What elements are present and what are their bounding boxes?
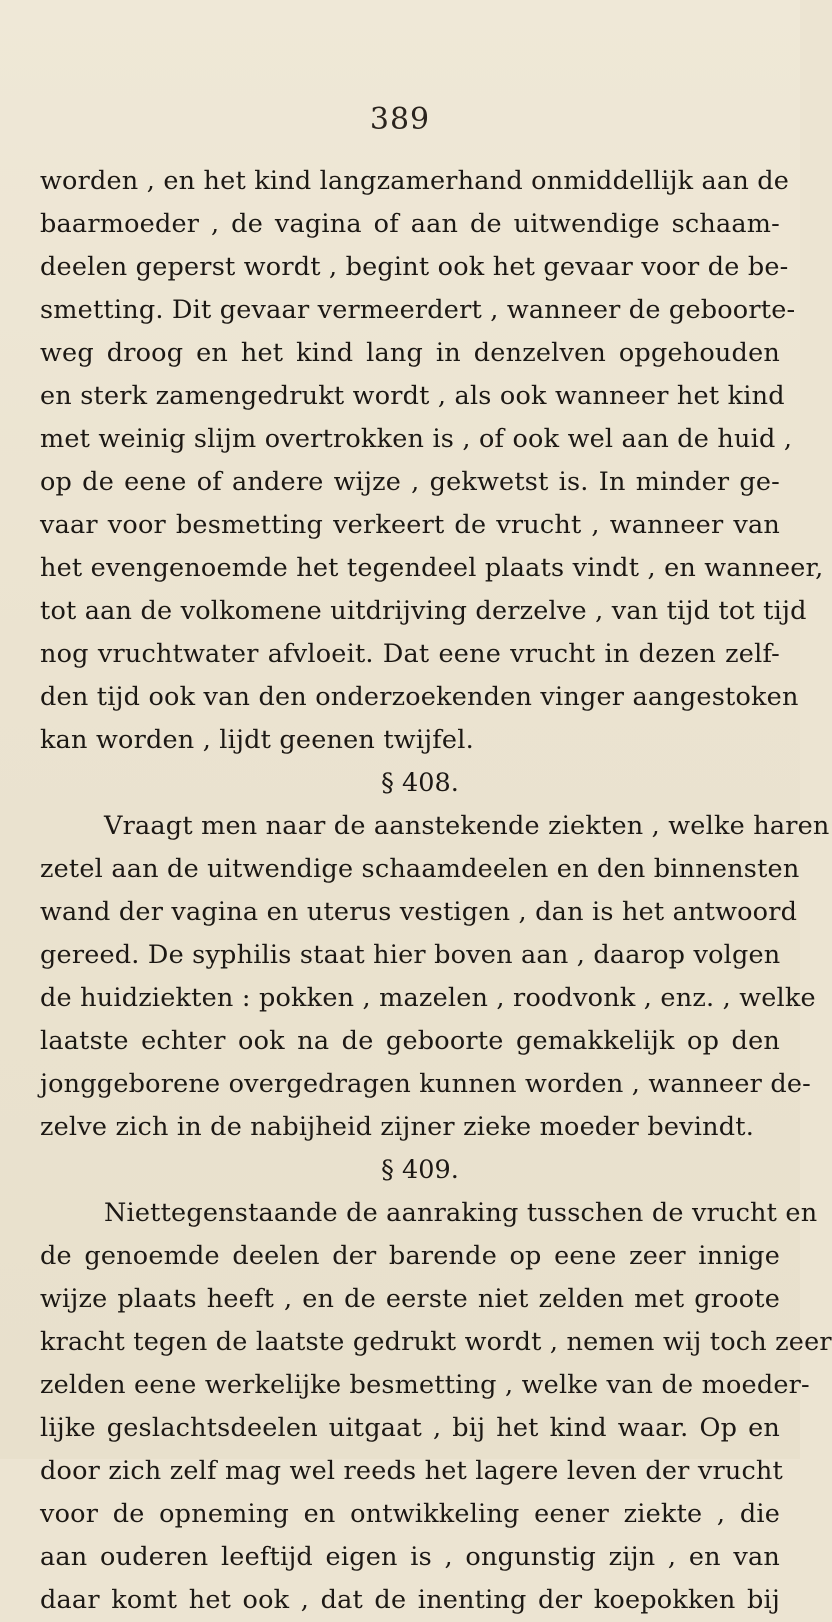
text-line: door zich zelf mag wel reeds het lagere leven der vrucht	[40, 1456, 784, 1486]
text-line: voor de opneming en ontwikkeling eener ziekte , die	[40, 1499, 780, 1529]
section-heading-409: § 409.	[381, 1155, 459, 1185]
text-line: op de eene of andere wijze , gekwetst is. In minder ge-	[40, 467, 780, 497]
text-line: vaar voor besmetting verkeert de vrucht , wanneer van	[40, 510, 780, 540]
text-line: gereed. De syphilis staat hier boven aan , daarop volgen	[40, 940, 781, 970]
text-line: den tijd ook van den onderzoekenden vinger aangestoken	[40, 682, 799, 712]
section-heading-408: § 408.	[381, 768, 459, 798]
text-line: zelve zich in de nabijheid zijner zieke moeder bevindt.	[40, 1112, 755, 1142]
text-line: zelden eene werkelijke besmetting , welke van de moeder-	[40, 1370, 810, 1400]
text-line: weg droog en het kind lang in denzelven opgehouden	[40, 338, 780, 368]
text-line: nog vruchtwater afvloeit. Dat eene vrucht in dezen zelf-	[40, 639, 780, 669]
text-line: Vraagt men naar de aanstekende ziekten , welke haren	[104, 811, 830, 841]
text-line: laatste echter ook na de geboorte gemakkelijk op den	[40, 1026, 780, 1056]
text-line: zetel aan de uitwendige schaamdeelen en den binnensten	[40, 854, 800, 884]
text-line: kan worden , lijdt geenen twijfel.	[40, 725, 474, 755]
text-line: Niettegenstaande de aanraking tusschen de vrucht en	[104, 1198, 818, 1228]
text-line: wand der vagina en uterus vestigen , dan is het antwoord	[40, 897, 798, 927]
text-line: deelen geperst wordt , begint ook het gevaar voor de be-	[40, 252, 789, 282]
text-line: lijke geslachtsdeelen uitgaat , bij het kind waar. Op en	[40, 1413, 780, 1443]
text-line: en sterk zamengedrukt wordt , als ook wanneer het kind	[40, 381, 785, 411]
text-line: aan ouderen leeftijd eigen is , ongunstig zijn , en van	[40, 1542, 780, 1572]
text-line: wijze plaats heeft , en de eerste niet zelden met groote	[40, 1284, 780, 1314]
page-number: 389	[369, 102, 431, 137]
text-line: smetting. Dit gevaar vermeerdert , wanneer de geboorte-	[40, 295, 796, 325]
text-line: het evengenoemde het tegendeel plaats vindt , en wanneer,	[40, 553, 824, 583]
text-line: worden , en het kind langzamerhand onmiddellijk aan de	[40, 166, 790, 196]
text-line: tot aan de volkomene uitdrijving derzelve , van tijd tot tijd	[40, 596, 807, 626]
text-line: jonggeborene overgedragen kunnen worden , wanneer de-	[40, 1069, 811, 1099]
body-text	[40, 160, 832, 1622]
text-line: kracht tegen de laatste gedrukt wordt , nemen wij toch zeer	[40, 1327, 832, 1357]
text-line: de genoemde deelen der barende op eene zeer innige	[40, 1241, 780, 1271]
text-line: daar komt het ook , dat de inenting der koepokken bij	[40, 1585, 780, 1615]
text-line: met weinig slijm overtrokken is , of ook wel aan de huid ,	[40, 424, 793, 454]
text-line: de huidziekten : pokken , mazelen , roodvonk , enz. , welke	[40, 983, 816, 1013]
text-line: baarmoeder , de vagina of aan de uitwendige schaam-	[40, 209, 780, 239]
